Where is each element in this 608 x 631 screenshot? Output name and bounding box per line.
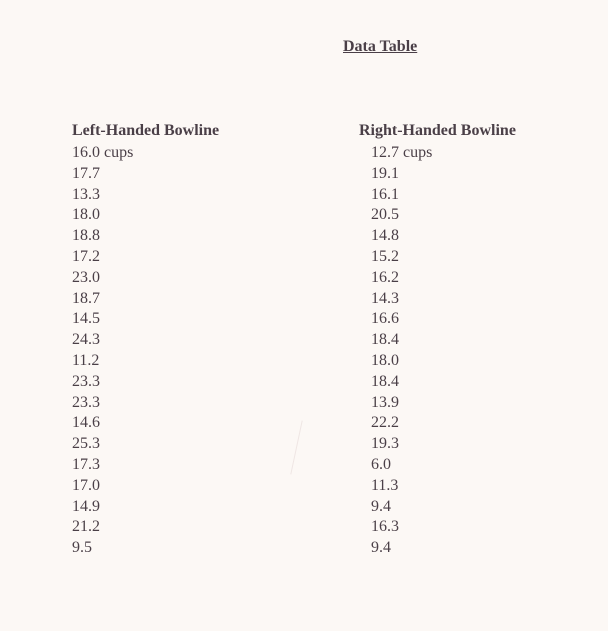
scan-mark <box>290 420 302 474</box>
right-value-13: 13.9 <box>371 393 399 411</box>
right-handed-header: Right-Handed Bowline <box>359 122 516 139</box>
left-value-16: 17.3 <box>72 455 100 473</box>
left-value-5: 18.8 <box>72 227 100 245</box>
left-handed-column <box>72 122 219 559</box>
right-value-16: 6.0 <box>371 455 391 473</box>
left-value-17: 17.0 <box>72 476 100 494</box>
right-handed-values <box>359 143 516 559</box>
right-value-8: 14.3 <box>371 289 399 307</box>
left-value-12: 23.3 <box>72 372 100 390</box>
left-value-1: 16.0 cups <box>72 144 134 161</box>
right-value-11: 18.0 <box>371 351 399 369</box>
left-value-18: 14.9 <box>72 497 100 515</box>
right-value-9: 16.6 <box>371 310 399 328</box>
left-value-7: 23.0 <box>72 268 100 286</box>
right-value-2: 19.1 <box>371 164 399 182</box>
right-value-19: 16.3 <box>371 518 399 536</box>
right-handed-column <box>359 122 516 559</box>
left-value-10: 24.3 <box>72 331 100 349</box>
left-value-14: 14.6 <box>72 414 100 432</box>
right-value-1: 12.7 cups <box>371 144 433 161</box>
left-handed-values <box>72 143 219 559</box>
left-value-20: 9.5 <box>72 539 92 557</box>
left-value-13: 23.3 <box>72 393 100 411</box>
left-value-11: 11.2 <box>72 351 100 369</box>
right-value-10: 18.4 <box>371 331 399 349</box>
left-value-2: 17.7 <box>72 164 100 182</box>
right-value-18: 9.4 <box>371 497 391 515</box>
right-value-4: 20.5 <box>371 206 399 224</box>
right-value-12: 18.4 <box>371 372 399 390</box>
left-value-19: 21.2 <box>72 518 100 536</box>
right-value-6: 15.2 <box>371 247 399 265</box>
left-value-9: 14.5 <box>72 310 100 328</box>
right-value-5: 14.8 <box>371 227 399 245</box>
left-handed-header: Left-Handed Bowline <box>72 122 220 139</box>
page-title: Data Table <box>343 38 418 55</box>
right-value-15: 19.3 <box>371 435 399 453</box>
right-value-7: 16.2 <box>371 268 399 286</box>
left-value-4: 18.0 <box>72 206 100 224</box>
left-value-6: 17.2 <box>72 247 100 265</box>
right-value-20: 9.4 <box>371 539 391 557</box>
right-value-17: 11.3 <box>371 476 399 494</box>
left-value-3: 13.3 <box>72 185 100 203</box>
left-value-8: 18.7 <box>72 289 100 307</box>
left-value-15: 25.3 <box>72 435 100 453</box>
right-value-3: 16.1 <box>371 185 399 203</box>
right-value-14: 22.2 <box>371 414 399 432</box>
